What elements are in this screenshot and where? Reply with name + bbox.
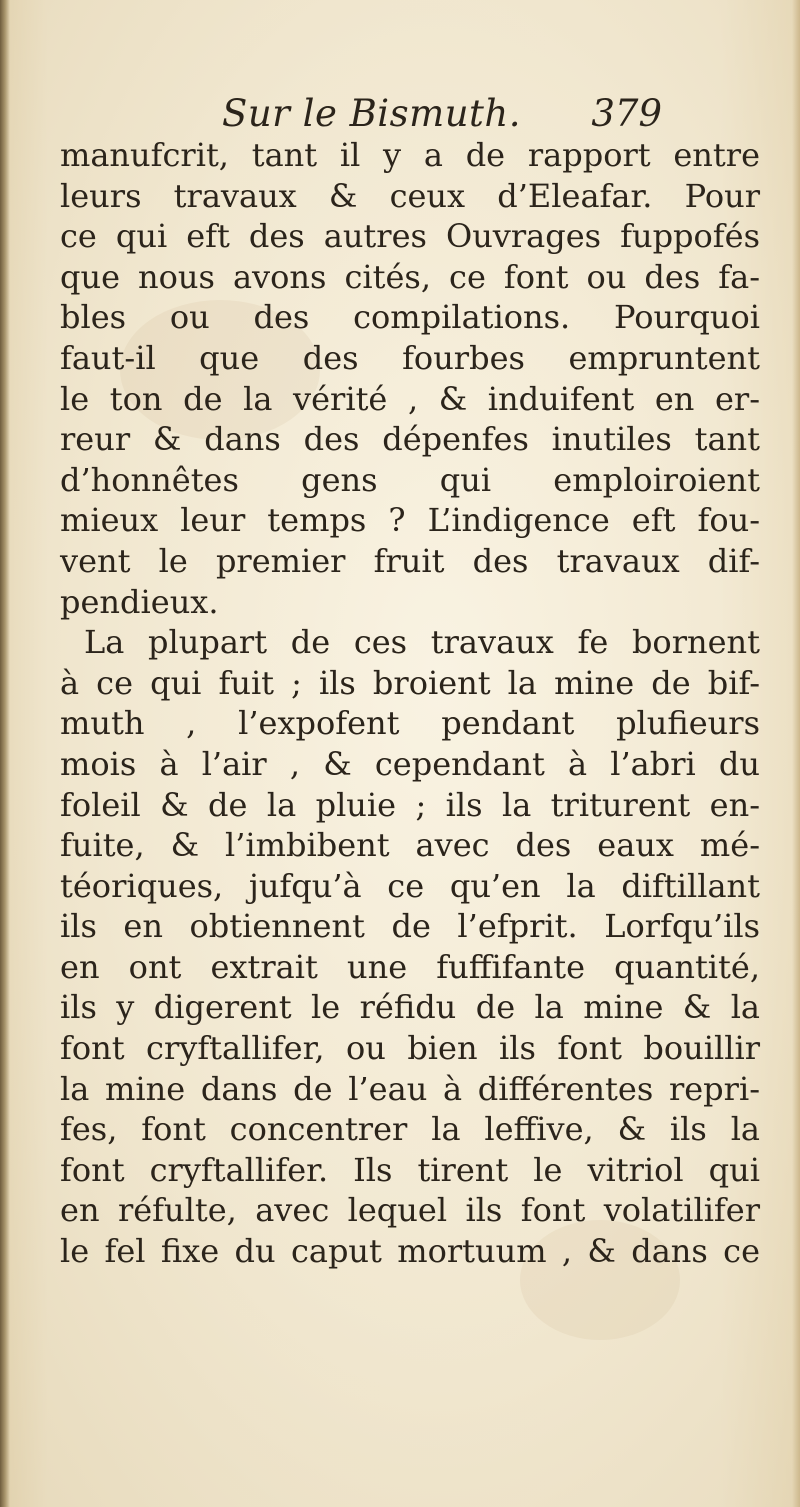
text-line: téoriques, jufqu’à ce qu’en la diftillant [60,866,760,905]
text-line: le ton de la vérité , & induifent en er- [60,379,760,418]
page-header [222,94,662,134]
text-line: fes, font concentrer la leffive, & ils la [60,1110,760,1149]
page-gutter-shadow [0,0,10,1507]
text-line: vent le premier fruit des travaux dif- [60,541,760,580]
text-line: font cryftallifer, ou bien ils font bouillir [60,1029,760,1068]
text-line: ils en obtiennent de l’efprit. Lorfqu’ils [60,907,760,946]
text-line: manufcrit, tant il y a de rapport entre [60,136,760,174]
page-number: 379 [591,92,662,135]
text-line: font cryftallifer. Ils tirent le vitriol qui [60,1150,760,1189]
running-title: Sur le Bismuth. [222,92,522,135]
page-edge [792,0,800,1507]
text-line: en ont extrait une fuffifante quantité, [60,947,760,986]
text-line: mieux leur temps ? L’indigence eft fou- [60,501,760,540]
text-line-paragraph-end: pendieux. [60,582,219,621]
text-line: ils y digerent le réfidu de la mine & la [60,988,760,1027]
text-line: la mine dans de l’eau à différentes repri- [60,1069,760,1108]
text-line: à ce qui fuit ; ils broient la mine de bif- [60,663,760,702]
text-line: foleil & de la pluie ; ils la triturent en- [60,785,760,824]
body-text [60,135,760,1272]
text-line: fuite, & l’imbibent avec des eaux mé- [60,826,760,865]
text-line-paragraph-start: La plupart de ces travaux fe bornent [84,623,760,662]
text-line: faut-il que des fourbes empruntent [60,338,760,377]
text-line: ce qui eft des autres Ouvrages fuppofés [60,217,760,256]
text-line: reur & dans des dépenfes inutiles tant [60,420,760,459]
text-line: le fel fixe du caput mortuum , & dans ce [60,1232,760,1271]
text-line: en réfulte, avec lequel ils font volatilifer [60,1191,760,1230]
text-line: que nous avons cités, ce font ou des fa- [60,257,760,296]
text-line: leurs travaux & ceux d’Eleafar. Pour [60,176,760,215]
text-line: muth , l’expofent pendant plufieurs [60,704,760,743]
text-line: bles ou des compilations. Pourquoi [60,298,760,337]
text-line: mois à l’air , & cependant à l’abri du [60,744,760,783]
text-line: d’honnêtes gens qui emploiroient [60,460,760,499]
